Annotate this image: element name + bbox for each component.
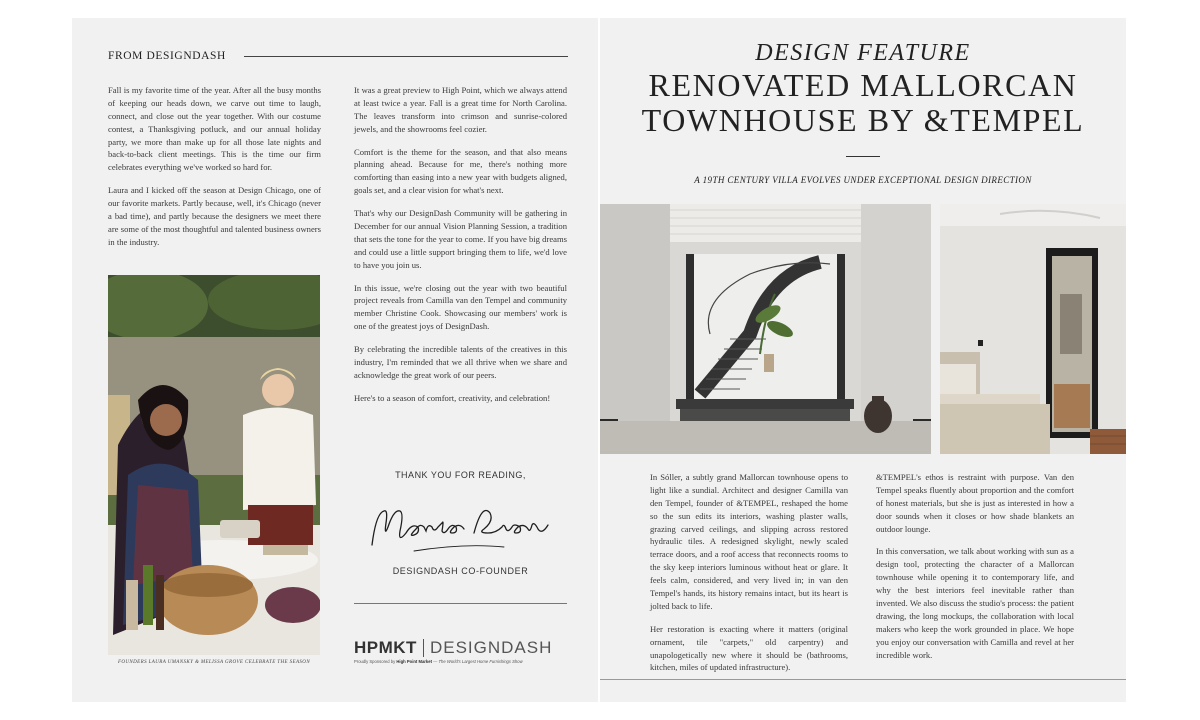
- paragraph: In Sóller, a subtly grand Mallorcan townhouse opens to light like a sundial. Architect and designer Camilla van den Tempel, founder of &TEMPEL, reshaped the home so the sun edits its interiors, washing plaster walls, grazing carved ceilings, and slipping across restored hydraulic tiles. A redesigned skylight, newly scaled terrace doors, and a roof access that reconnects rooms to the sky keep interiors luminous without heat or glare. It feels calm, considered, and very lived in; in van den Tempel's hands, its history remains intact, but its heart is jolted back to life.: [650, 472, 848, 611]
- letter-column-2: [354, 84, 567, 415]
- logo-divider: [423, 639, 424, 657]
- paragraph: Here's to a season of comfort, creativity, and celebration!: [354, 392, 551, 403]
- townhouse-interior-photo: [600, 204, 931, 454]
- right-page: [600, 18, 1126, 702]
- hpmkt-logo: HPMKT: [354, 638, 417, 657]
- section-title: FROM DESIGNDASH: [108, 50, 226, 62]
- divider: [354, 603, 567, 604]
- sponsor-line: [354, 659, 574, 664]
- sponsor-tagline: — The World's Largest Home Furnishings Show: [431, 659, 523, 664]
- founders-photo: [108, 275, 320, 655]
- headline-line: TOWNHOUSE BY &TEMPEL: [641, 101, 1085, 138]
- section-divider: [244, 56, 568, 57]
- feature-column-1: [650, 471, 848, 684]
- feature-column-2: [876, 471, 1074, 671]
- sponsor-prefix: Proudly Sponsored by: [354, 659, 397, 664]
- feature-subhead: A 19TH CENTURY VILLA EVOLVES UNDER EXCEPTIONAL DESIGN DIRECTION: [694, 175, 1032, 185]
- paragraph: By celebrating the incredible talents of the creatives in this industry, I'm reminded that we all thrive when we share and acknowledge the great work of our peers.: [354, 344, 567, 380]
- signature-title: DESIGNDASH CO-FOUNDER: [392, 566, 529, 576]
- left-page: [72, 18, 598, 702]
- photo-caption: FOUNDERS LAURA UMANSKY & MELISSA GROVE CELEBRATE THE SEASON: [117, 660, 311, 665]
- feature-headline: [600, 68, 1126, 137]
- paragraph: In this conversation, we talk about working with sun as a design tool, protecting the character of a Mallorcan townhouse while opening it to contemporary life, and why the best interiors feel inevitable rather than invented. We also discuss the studio's process: the patient drawing, the long mockups, the collaboration with local makers who keep the work grounded in place. We hope you enjoy our conversation with Camilla and revel at her incredible work.: [876, 546, 1074, 660]
- page-footer-rule: [600, 679, 1126, 680]
- paragraph: &TEMPEL's ethos is restraint with purpose. Van den Tempel speaks fluently about proportion and the comfort of honest materials, but she is just as interested in how a door sounds when it closes or how shade blankets an outdoor lounge.: [876, 472, 1074, 534]
- designdash-logo: DESIGNDASH: [429, 638, 553, 657]
- sponsor-name: High Point Market: [396, 659, 432, 664]
- paragraph: Laura and I kicked off the season at Design Chicago, one of our favorite markets. Partly because, well, it's Chicago (never a bad time), and partly because the designers we meet there are some of the most thoughtful and talented business owners in the industry.: [108, 185, 321, 247]
- letter-column-1: [108, 84, 321, 259]
- section-header: [108, 50, 568, 62]
- paragraph: Her restoration is exacting where it matters (original ornament, tile "carpets," old carpentry) and unapologetically new where it should be (bathrooms, kitchen, miles of updated infrastructure).: [650, 623, 848, 673]
- paragraph: It was a great preview to High Point, which we always attend at least twice a year. Fall is a great time for North Carolina. The leaves transform into crimson and sunrise-colored jewels, and the showrooms feel cozier.: [354, 85, 567, 134]
- feature-kicker: DESIGN FEATURE: [755, 40, 971, 66]
- headline-divider: [846, 156, 880, 157]
- paragraph: That's why our DesignDash Community will be gathering in December for our annual Vision Planning Session, a tradition that sets the tone for the year to come. If you have big dreams and could use a little support bringing them to life, we'd love to have you join us.: [354, 208, 567, 270]
- sponsor-logos: [354, 638, 567, 658]
- paragraph: In this issue, we're closing out the year with two beautiful project reveals from Camilla van den Tempel and community member Christine Cook. Showcasing our members' work is one of the greatest joys of DesignDash.: [354, 282, 567, 332]
- closing-line: THANK YOU FOR READING,: [395, 470, 526, 480]
- handwritten-signature: [354, 493, 567, 563]
- headline-line: RENOVATED MALLORCAN: [648, 67, 1078, 103]
- paragraph: Comfort is the theme for the season, and that also means planning ahead. Because for me, there's nothing more comforting than easing into a new year with budgets aligned, goals set, and a clear vision for what's next.: [354, 146, 567, 196]
- bedroom-photo: [940, 204, 1126, 454]
- paragraph: Fall is my favorite time of the year. After all the busy months of keeping our heads down, we carve out time to laugh, connect, and close out the year together. With our costume contest, a Thanksgiving potluck, and our annual holiday party, we more than make up for all those late nights and back-to-back client meetings. This is the time our firm celebrates everything we've worked so hard for.: [108, 85, 321, 173]
